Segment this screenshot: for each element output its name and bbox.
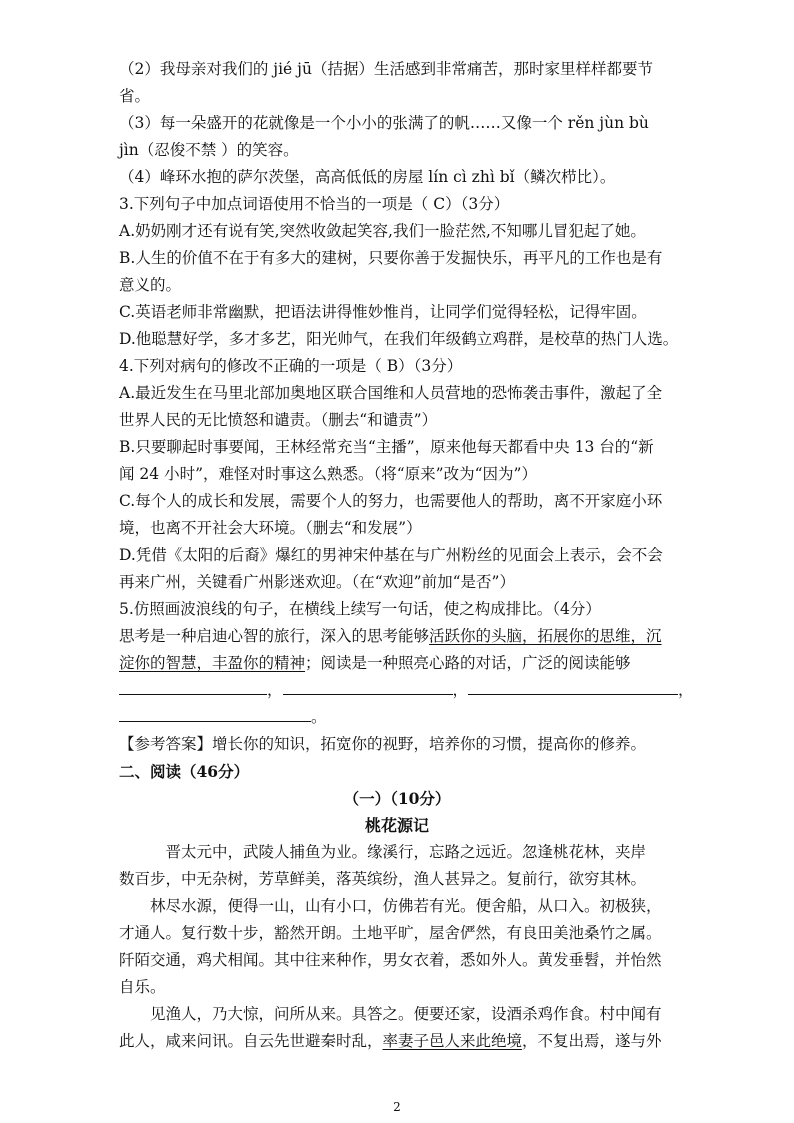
comma: ， <box>452 681 469 699</box>
question-4-option-b-line-1: B.只要聊起时事要闻，王林经常充当“主播”，原来他每天都看中央 13 台的“新 <box>119 438 654 456</box>
reference-answer: 【参考答案】增长你的知识，拓宽你的视野，培养你的习惯，提高你的修养。 <box>119 735 647 753</box>
question-4-option-b-line-2: 闻 24 小时”，难怪对时事这么熟悉。（将“原来”改为“因为”） <box>119 465 537 483</box>
question-3-option-d: D.他聪慧好学，多才多艺，阳光帅气，在我们年级鹤立鸡群，是校草的热门人选。 <box>119 330 679 348</box>
underlined-sentence: 率妻子邑人来此绝境 <box>382 1032 523 1050</box>
answer-blank[interactable] <box>468 678 678 695</box>
question-3-option-b-line-2: 意义的。 <box>119 276 182 294</box>
question-4-option-c-line-1: C.每个人的成长和发展，需要个人的努力，也需要他人的帮助，离不开家庭小环 <box>119 492 663 510</box>
question-4-option-a-line-2: 世界人民的无比愤怒和谴责。（删去“和谴责”） <box>119 411 438 429</box>
page-number: 2 <box>393 1100 401 1114</box>
answer-blank[interactable] <box>119 705 311 722</box>
question-4-option-d-line-2: 再来广州，关键看广州影迷欢迎。（在“欢迎”前加“是否”） <box>119 573 515 591</box>
passage-para-2-line-1: 林尽水源，便得一山，山有小口，仿佛若有光。便舍船，从口入。初极狭， <box>150 897 662 915</box>
question-5: 5.仿照画波浪线的句子，在横线上续写一句话，使之构成排比。（4分） <box>119 600 601 618</box>
subsection-heading: （一）（10分） <box>343 789 451 808</box>
passage-text: ，不复出焉，遂与外 <box>522 1032 662 1050</box>
question-4-option-c-line-2: 境，也离不开社会大环境。（删去“和发展”） <box>119 519 422 537</box>
prompt-text: 思考是一种启迪心智的旅行，深入的思考能够 <box>119 627 430 645</box>
question-3-option-c: C.英语老师非常幽默，把语法讲得惟妙惟肖，让同学们觉得轻松，记得牢固。 <box>119 303 647 321</box>
answer-blanks-line-1 <box>119 677 694 704</box>
prompt-text: ；阅读是一种照亮心路的对话，广泛的阅读能够 <box>305 654 631 672</box>
passage-para-1-line-2: 数百步，中无杂树，芳草鲜美，落英缤纷，渔人甚异之。复前行，欲穷其林。 <box>119 870 647 888</box>
document-page <box>119 56 694 1055</box>
question-3: 3.下列句子中加点词语使用不恰当的一项是（ C）（3分） <box>119 195 510 213</box>
passage-text: 此人，咸来问讯。自云先世避秦时乱， <box>119 1032 383 1050</box>
question-5-prompt-line-2 <box>119 650 675 677</box>
answer-blanks-line-2 <box>119 704 675 731</box>
q2-line-2: 省。 <box>119 87 151 105</box>
wavy-underlined-text: 活跃你的头脑，拓展你的思维，沉 <box>429 627 662 645</box>
question-3-option-b-line-1: B.人生的价值不在于有多大的建树，只要你善于发掘快乐，再平凡的工作也是有 <box>119 249 663 267</box>
period: 。 <box>311 708 327 726</box>
passage-para-2-line-2: 才通人。复行数十步，豁然开朗。土地平旷，屋舍俨然，有良田美池桑竹之属。 <box>119 924 662 942</box>
wavy-underlined-text: 淀你的智慧，丰盈你的精神 <box>119 654 306 672</box>
section-2-heading: 二、阅读（46分） <box>119 762 250 781</box>
pinyin-q3-line-1: （3）每一朵盛开的花就像是一个小小的张满了的帆……又像一个 rěn jùn bù <box>119 114 649 132</box>
passage-para-1-line-1: 晋太元中，武陵人捕鱼为业。缘溪行，忘路之远近。忽逢桃花林，夹岸 <box>165 843 647 861</box>
answer-blank[interactable] <box>283 678 453 695</box>
question-4-option-a-line-1: A.最近发生在马里北部加奥地区联合国维和人员营地的恐怖袭击事件，激起了全 <box>119 384 663 402</box>
q2-line-1: （2）我母亲对我们的 jié jū（拮据）生活感到非常痛苦，那时家里样样都要节 <box>119 60 653 78</box>
comma: ， <box>267 681 283 699</box>
passage-para-3-line-1: 见渔人，乃大惊，问所从来。具答之。便要还家，设酒杀鸡作食。村中闻有 <box>150 1005 662 1023</box>
passage-para-2-line-4: 自乐。 <box>119 978 166 996</box>
question-5-prompt-line-1 <box>119 623 675 650</box>
pinyin-q4-line: （4）峰环水抱的萨尔茨堡，高高低低的房屋 lín cì zhì bǐ（鳞次栉比）。 <box>119 168 616 186</box>
passage-para-3-line-2 <box>119 1028 675 1055</box>
comma: ， <box>678 681 694 699</box>
question-3-option-a: A.奶奶刚才还有说有笑,突然收敛起笑容,我们一脸茫然,不知哪儿冒犯起了她。 <box>119 222 646 240</box>
answer-blank[interactable] <box>119 678 267 695</box>
passage-title: 桃花源记 <box>364 816 429 835</box>
passage-para-2-line-3: 阡陌交通，鸡犬相闻。其中往来种作，男女衣着，悉如外人。黄发垂髫，并怡然 <box>119 951 662 969</box>
question-4: 4.下列对病句的修改不正确的一项是（ B）（3分） <box>119 357 463 375</box>
pinyin-q3-line-2: jìn（忍俊不禁 ）的笑容。 <box>119 141 299 159</box>
question-4-option-d-line-1: D.凭借《太阳的后裔》爆红的男神宋仲基在与广州粉丝的见面会上表示，会不会 <box>119 546 663 564</box>
